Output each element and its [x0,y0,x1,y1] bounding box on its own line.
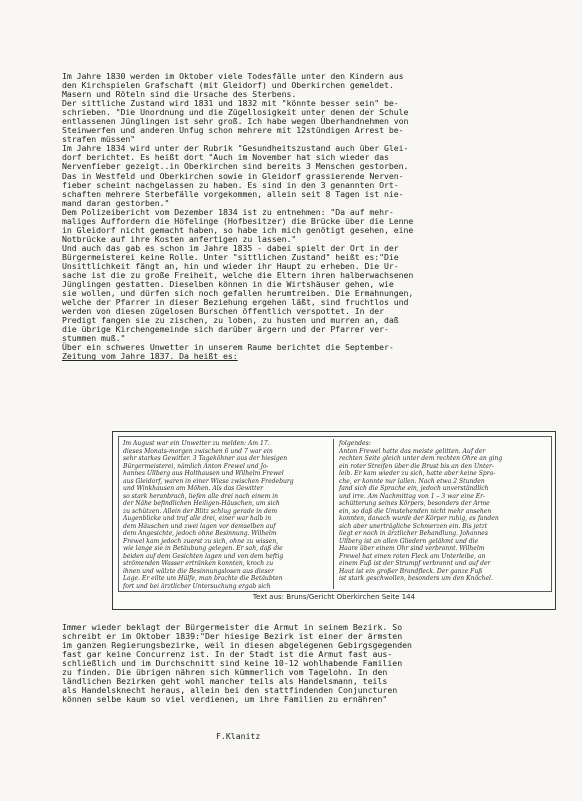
quote-line: ein, so daß die Umstehenden nicht mehr ansehen [339,507,492,515]
quote-line: dem Häuschen und zwei lagen vor demselben auf [123,522,276,530]
quote-line: rechten Seite gleich unter dem rechten Ohre an ging [339,455,503,462]
text-line: Jünglingen gestatten. Dieselben können in die Wirtshäuser gehen, wie [62,279,394,290]
quote-line: Augenblicke und traf alle drei, einer war halb in [123,515,272,522]
text-line: Masern und Röteln sind die Ursache des Sterbens. [62,89,297,100]
quote-line: Im August war ein Unwetter zu melden: Am 17. [123,440,270,447]
quote-line: ein roter Streifen über die Brust bis an den Unter- [339,462,494,470]
quote-frame [118,436,552,592]
quote-line: liegt er noch in ärztlicher Behandlung. Johannes [339,530,488,537]
text-line: ländlichen Bezirken geht wohl mancher teils als Handelsmann, teils [62,676,388,687]
text-line: welche der Pfarrer in dieser Beziehung ergehen läßt, sind fruchtlos und [62,297,409,308]
column-divider [333,439,334,589]
quote-line: dieses Monats-morgen zwischen 6 und 7 war ein [123,447,273,455]
quote-line: schütterung seines Körpers, besonders der Arme [339,500,490,507]
quote-line: fand sich die Sprache ein, jedoch unverständlich [339,485,489,492]
quote-line: Ullberg ist an allen Gliedern gelähmt und die [339,537,479,545]
quoted-article-box [112,431,556,610]
text-line: sache ist die zu große Freiheit, welche die Eltern ihren halberwachsenen [62,270,414,281]
text-line: Das in Westfeld und Oberkirchen sowie in Gleidorf grassierende Nerven- [62,170,404,181]
quote-line: Anton Frewel hatte das meiste gelitten. Auf der [339,447,486,455]
quote-line: Haut ist ein großer Brandfleck. Der ganze Fuß [339,567,483,575]
quote-line: einem Fuß ist der Strumpf verbrannt und auf der [339,560,491,567]
quote-line: Lage. Er eilte um Hülfe, man brachte die Betäubten [123,575,283,582]
quote-line: Haare über einem Ohr sind verbrannt. Wilhelm [339,545,485,552]
text-line: stummen muß." [62,333,126,344]
text-line: zu finden. Die übrigen nähren sich kümmerlich vom Tagelohn. In den [62,667,388,678]
quote-line: ihnen und wälzte die Besinnungslosen aus dieser [123,567,275,575]
quote-line: dem Angesichte, jedoch ohne Besinnung. Wilhelm [123,530,277,537]
text-line: sie wollen, und dürfen sich noch gefallen herumtreiben. Die Ermahnungen, [62,288,414,299]
quote-line: so stark heranbrach, liefen alle drei nach einem in [123,492,279,500]
text-line: maliges Auffordern die Höfelinge (Hofbesitzer) die Brücke über die Lenne [62,215,414,226]
quote-line: und irre. Am Nachmittag von 1 – 3 war eine Er- [339,492,486,500]
quote-line: sehr starkes Gewitter. 3 Tageköhner aus der hiesigen [123,455,288,462]
author-signature: F.Klanitz [216,731,261,741]
text-line: Zeitung vom Jahre 1837. Da heißt es: [62,351,238,362]
text-line: Unsittlichkeit fängt an, hin und wieder ihr Haupt zu erheben. Die Ur- [62,260,399,271]
quote-line: aus Gleidorf, waren in einer Wiese zwischen Fredeburg [123,477,294,485]
quote-line: konnten, danach wurde der Körper ruhig, es fanden [339,515,499,522]
text-line: in Gleidorf nicht gemacht haben, so habe ich mich genötigt gesehen, eine [62,224,414,235]
text-line: fieber scheint nachgelassen zu haben. Es sind in den 3 genannten Ort- [62,179,399,190]
text-line: Nervenfieber gezeigt..in Oberkirchen sind bereits 3 Menschen gestorben. [62,161,409,172]
text-line: mand daran gestorben." [62,197,170,208]
quote-line: folgendes: [339,440,371,447]
text-line: Im Jahre 1834 wird unter der Rubrik "Gesundheitszustand auch über Glei- [62,143,409,154]
quote-line: der Nähe befindlichen Heiligen-Häuschen, um sich [123,500,280,507]
text-line: entlassenen Jünglingen ist sehr groß. Ich habe wegen Überhandnehmen von [62,116,409,127]
text-line: Predigt fangen sie zu zischen, zu loben, zu husten und murren an, daß [62,315,399,326]
text-line: fast gar keine Concurrenz ist. In der Stadt ist die Armut fast aus- [62,649,393,660]
typed-text-upper [62,72,554,362]
text-line: Steinwerfen und anderen Unfug schon mehrere mit 12stündigen Arrest be- [62,125,404,136]
quote-column-right [339,440,543,583]
quote-line: leib. Er kam wieder zu sich, hatte aber keine Spra- [339,470,496,477]
quote-line: Frewel kam jedoch zuerst zu sich, ohne zu wissen, [123,537,279,545]
quote-line: sich aber unerträgliche Schmerzen ein. Bis jetzt [339,522,488,530]
quote-line: wie lange sie in Betäubung gelegen. Er sah, daß die [123,545,283,552]
text-line: können selbe kaum so viel verdienen, um ihre Familien zu ernähren" [62,694,388,705]
text-line: dorf berichtet. Es heißt dort "Auch im November hat sich wieder das [62,152,389,163]
text-line: strafen müssen" [62,134,136,145]
text-line: die übrige Kirchengemeinde sich darüber ärgern und der Pfarrer ver- [62,324,389,335]
quote-line: fort und bei ärztlicher Untersuchung ergab sich [123,582,271,590]
quote-line: beiden auf dem Gesichten lagen und von dem heftig [123,552,284,560]
quote-line: Frewel hat einen roten Fleck am Unterleibe, an [339,552,486,560]
text-line: Notbrücke auf ihre Kosten anfertigen zu lassen." [62,233,297,244]
quote-line: che, er konnte nur lallen. Nach etwa 2 Stunden [339,477,485,485]
text-line: Über ein schweres Unwetter in unserem Raume berichtet die September- [62,342,394,353]
text-line: als Handelsknecht heraus, allein bei den stattfindenden Conjuncturen [62,685,398,696]
text-line: schreibt er im Oktober 1839:"Der hiesige Bezirk ist einer der ärmsten [62,631,403,642]
text-line: Immer wieder beklagt der Bürgermeister die Armut in seinem Bezirk. So [62,622,403,632]
text-line: im ganzen Regierungsbezirke, weil in diesen abgelegenen Gebirgsgegenden [62,640,412,651]
text-line: Bürgermeisterei keine Rolle. Unter "sittlichen Zustand" heißt es:"Die [62,251,399,262]
quote-line: ist stark geschwollen, besonders um den Knöchel. [339,575,493,582]
text-line: Im Jahre 1830 werden im Oktober viele Todesfälle unter den Kindern aus [62,71,404,81]
typed-text-lower [62,623,554,704]
text-line: Und auch das gab es schon im Jahre 1835 - dabei spielt der Ort in der [62,242,399,253]
text-line: Der sittliche Zustand wird 1831 und 1832 mit "könnte besser sein" be- [62,98,399,109]
quote-line: hannes Ullberg aus Holthausen und Wilhelm Frewel [123,470,284,477]
quote-line: zu schützen. Allein der Blitz schlug gerade in dem [123,507,278,515]
quote-column-left [123,440,327,590]
text-line: werden von diesen zügelosen Burschen öffentlich verspottet. In der [62,306,385,317]
text-line: schrieben. "Die Unordnung und die Zügellosigkeit unter denen der Schule [62,107,409,118]
text-line: den Kirchspielen Grafschaft (mit Gleidorf) und Oberkirchen gemeldet. [62,80,394,91]
quote-line: strömenden Wasser ertränken konnten, kroch zu [123,560,274,567]
text-line: schaften mehrere Sterbefälle vorgekommen, allein seit 8 Tagen ist nie- [62,188,404,199]
quote-line: und Winkhausen am Möhen. Als das Gewitter [123,485,264,492]
text-line: Dem Polizeibericht vom Dezember 1834 ist zu entnehmen: "Da auf mehr- [62,206,394,217]
quote-source-caption: Text aus: Bruns/Gericht Oberkirchen Seite 144 [252,593,416,601]
text-line: schließlich und im Durchschnitt sind keine 10-12 wohlhabende Familien [62,658,403,669]
quote-line: Bürgermeisterei, nämlich Anton Frewel und Jo- [123,462,269,470]
